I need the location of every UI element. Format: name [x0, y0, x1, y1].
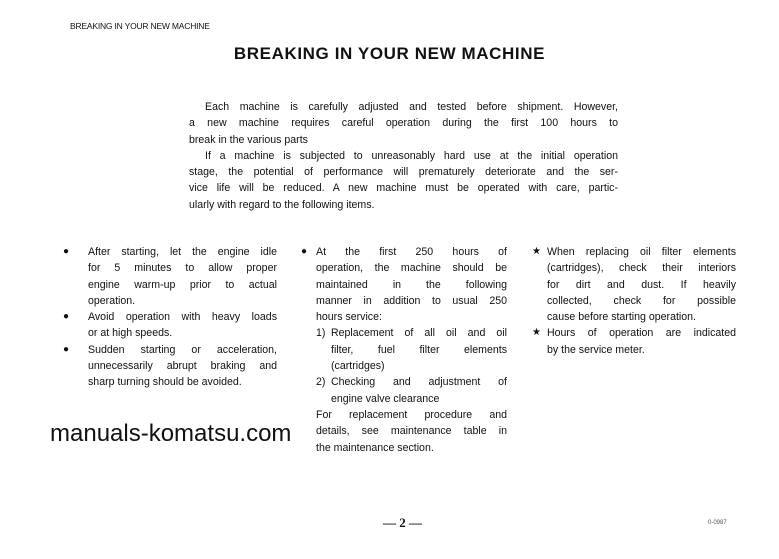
text-line: a new machine requires careful operation during the first 100 hours to: [189, 117, 618, 130]
text-line: operation.: [88, 294, 136, 307]
step-number: 1): [316, 327, 326, 340]
text-line: hours service:: [316, 311, 382, 324]
text-line: sharp turning should be avoided.: [88, 376, 242, 389]
middle-column: [301, 244, 507, 456]
bullet-icon: ●: [63, 343, 70, 355]
numbered-step: [316, 325, 507, 374]
list-item: [301, 244, 507, 325]
text-line: After starting, let the engine idle: [88, 246, 277, 258]
text-line: unnecessarily abrupt braking and: [88, 360, 277, 373]
text-line: vice life will be reduced. A new machine must be operated with care, partic-: [189, 182, 618, 195]
running-header: BREAKING IN YOUR NEW MACHINE: [70, 21, 210, 31]
right-column: [532, 244, 736, 358]
bullet-icon: ●: [301, 246, 308, 257]
star-icon: ★: [532, 246, 541, 257]
text-line: engine warm-up prior to actual: [88, 278, 277, 291]
text-line: Replacement of all oil and oil: [331, 327, 507, 340]
page-number: — 2 —: [383, 515, 422, 530]
watermark: manuals-komatsu.com: [50, 420, 292, 447]
text-line: filter, fuel filter elements: [331, 343, 507, 356]
text-line: cause before starting operation.: [547, 311, 696, 324]
text-line: manner in addition to usual 250: [316, 294, 507, 307]
text-line: When replacing oil filter elements: [547, 246, 736, 258]
bullet-icon: ●: [63, 246, 70, 257]
text-line: Checking and adjustment of: [331, 376, 507, 389]
text-line: If a machine is subjected to unreasonably hard use at the initial operation: [205, 149, 618, 162]
text-line: operation, the machine should be: [316, 262, 507, 275]
text-line: Sudden starting or acceleration,: [88, 343, 277, 356]
text-line: for 5 minutes to allow proper: [88, 262, 277, 275]
text-line: For replacement procedure and: [316, 408, 507, 421]
left-column: [63, 244, 277, 391]
text-line: (cartridges), check their interiors: [547, 262, 736, 275]
text-line: details, see maintenance table in: [316, 425, 507, 438]
star-icon: ★: [532, 327, 541, 339]
document-code: 0-0987: [708, 520, 727, 526]
text-line: engine valve clearance: [331, 392, 440, 405]
text-line: maintained in the following: [316, 278, 507, 291]
text-line: (cartridges): [331, 360, 385, 373]
numbered-step: [316, 374, 507, 407]
step-number: 2): [316, 376, 326, 389]
list-item: [532, 325, 736, 358]
list-item: [532, 244, 736, 325]
text-line: break in the various parts: [189, 133, 308, 146]
page-title: BREAKING IN YOUR NEW MACHINE: [233, 44, 546, 63]
text-line: or at high speeds.: [88, 327, 173, 340]
text-line: Each machine is carefully adjusted and tested before shipment. However,: [205, 101, 618, 113]
text-line: Hours of operation are indicated: [547, 327, 736, 340]
text-line: Avoid operation with heavy loads: [88, 311, 277, 324]
text-line: for dirt and dust. If heavily: [547, 278, 736, 291]
bullet-icon: ●: [63, 311, 70, 323]
text-line: collected, check for possible: [547, 294, 736, 307]
list-item: [63, 309, 277, 342]
list-item: [63, 244, 277, 309]
text-line: At the first 250 hours of: [316, 246, 507, 258]
text-line: the maintenance section.: [316, 441, 434, 454]
list-item: [63, 342, 277, 391]
text-line: by the service meter.: [547, 343, 645, 356]
text-line: ularly with regard to the following items.: [189, 198, 375, 211]
intro-paragraphs: [189, 99, 618, 213]
text-line: stage, the potential of performance will prematurely deteriorate and the ser-: [189, 166, 618, 179]
